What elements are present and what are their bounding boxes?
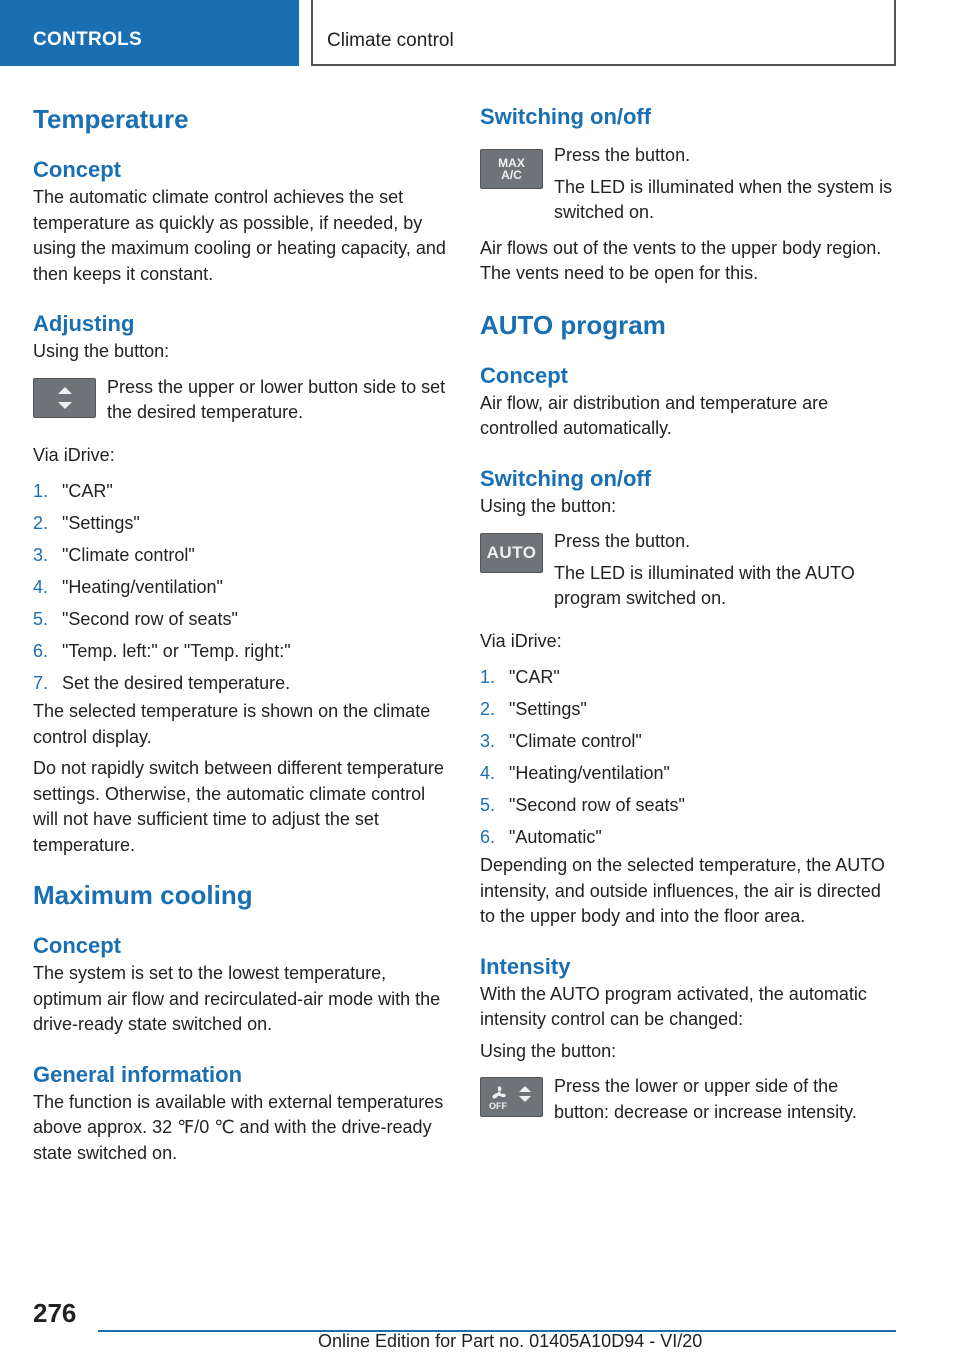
list-item: 6. "Temp. left:" or "Temp. right:" (33, 641, 291, 661)
idrive-steps-list (33, 475, 447, 699)
section-tab (0, 0, 299, 66)
max-ac-icon: MAX A/C (480, 149, 543, 189)
intensity-button-row (480, 1074, 898, 1125)
list-item: 4. "Heating/ventilation" (480, 763, 670, 783)
auto-via-idrive-text: Via iDrive: (480, 630, 562, 651)
auto-using-button-text: Using the button: (480, 495, 617, 516)
maximum-cooling-heading: Maximum cooling (33, 880, 253, 910)
edition-text: Online Edition for Part no. 01405A10D94 - VI/20 (318, 1331, 703, 1351)
press-button-text: Press the button. (554, 145, 691, 165)
auto-icon: AUTO (480, 533, 543, 573)
list-item: 2. "Settings" (33, 513, 140, 533)
general-information-text: The function is available with external temperatures above approx. 32 ℉/0 ℃ and with the drive-ready state switched on. (33, 1091, 444, 1163)
intensity-using-button-text: Using the button: (480, 1040, 617, 1061)
page-number: 276 (33, 1298, 77, 1328)
maxcool-concept-text: The system is set to the lowest temperature, optimum air flow and recirculated-air mode with the drive-ready state switched on. (33, 963, 441, 1034)
chapter-label: Climate control (327, 30, 454, 51)
chapter-header (311, 0, 896, 66)
auto-button-row (480, 529, 898, 612)
left-column (33, 100, 447, 1166)
using-button-text: Using the button: (33, 341, 170, 361)
general-information-heading: General information (33, 1061, 243, 1087)
temperature-heading: Temperature (33, 104, 189, 134)
temperature-rocker-icon (33, 378, 96, 418)
list-item: 3. "Climate control" (480, 731, 642, 751)
auto-concept-heading: Concept (480, 362, 568, 388)
rapid-switch-text: Do not rapidly switch between different temperature settings. Otherwise, the automatic climate control will not have sufficient time to adjust the set temperature. (33, 758, 444, 855)
right-column (480, 100, 898, 1125)
section-label: CONTROLS (33, 29, 143, 50)
list-item: 5. "Second row of seats" (480, 795, 685, 815)
auto-switching-heading: Switching on/off (480, 465, 652, 491)
list-item: 1. "CAR" (33, 481, 113, 501)
selected-temperature-text: The selected temperature is shown on the climate control display. (33, 701, 431, 747)
list-item: 3. "Climate control" (33, 545, 195, 565)
auto-idrive-steps-list (480, 661, 898, 853)
off-label: OFF (489, 1101, 507, 1111)
list-item: 6. "Automatic" (480, 827, 602, 847)
fan-intensity-icon (480, 1077, 543, 1117)
adjusting-heading: Adjusting (33, 311, 135, 336)
intensity-heading: Intensity (480, 953, 571, 979)
depending-text: Depending on the selected temperature, the AUTO intensity, and outside influences, the air is directed to the upper body and into the floor area. (480, 855, 885, 926)
list-item: 7. Set the desired temperature. (33, 673, 291, 693)
intensity-button-text: Press the lower or upper side of the button: decrease or increase intensity. (554, 1076, 857, 1122)
concept-text: The automatic climate control achieves the set temperature as quickly as possible, if needed, by using the maximum cooling or heating capacity, and then keeps it constant. (33, 187, 446, 284)
adjust-button-row (33, 375, 447, 426)
led-on-text: The LED is illuminated when the system is switched on. (554, 176, 893, 222)
switching-heading: Switching on/off (480, 104, 652, 129)
concept-heading: Concept (33, 157, 121, 182)
list-item: 1. "CAR" (480, 667, 560, 687)
auto-led-text: The LED is illuminated with the AUTO program switched on. (554, 562, 855, 608)
airflow-text: Air flows out of the vents to the upper body region. The vents need to be open for this. (480, 237, 882, 283)
maxcool-concept-heading: Concept (33, 933, 121, 958)
intensity-text: With the AUTO program activated, the automatic intensity control can be changed: (480, 983, 867, 1029)
max-ac-button-row (480, 143, 898, 226)
via-idrive-text: Via iDrive: (33, 444, 115, 465)
list-item: 5. "Second row of seats" (33, 609, 238, 629)
auto-concept-text: Air flow, air distribution and temperature are controlled automatically. (480, 392, 829, 438)
auto-program-heading: AUTO program (480, 309, 666, 340)
list-item: 2. "Settings" (480, 699, 587, 719)
adjust-button-text: Press the upper or lower button side to set the desired temperature. (107, 376, 446, 422)
auto-press-text: Press the button. (554, 531, 691, 551)
list-item: 4. "Heating/ventilation" (33, 577, 223, 597)
